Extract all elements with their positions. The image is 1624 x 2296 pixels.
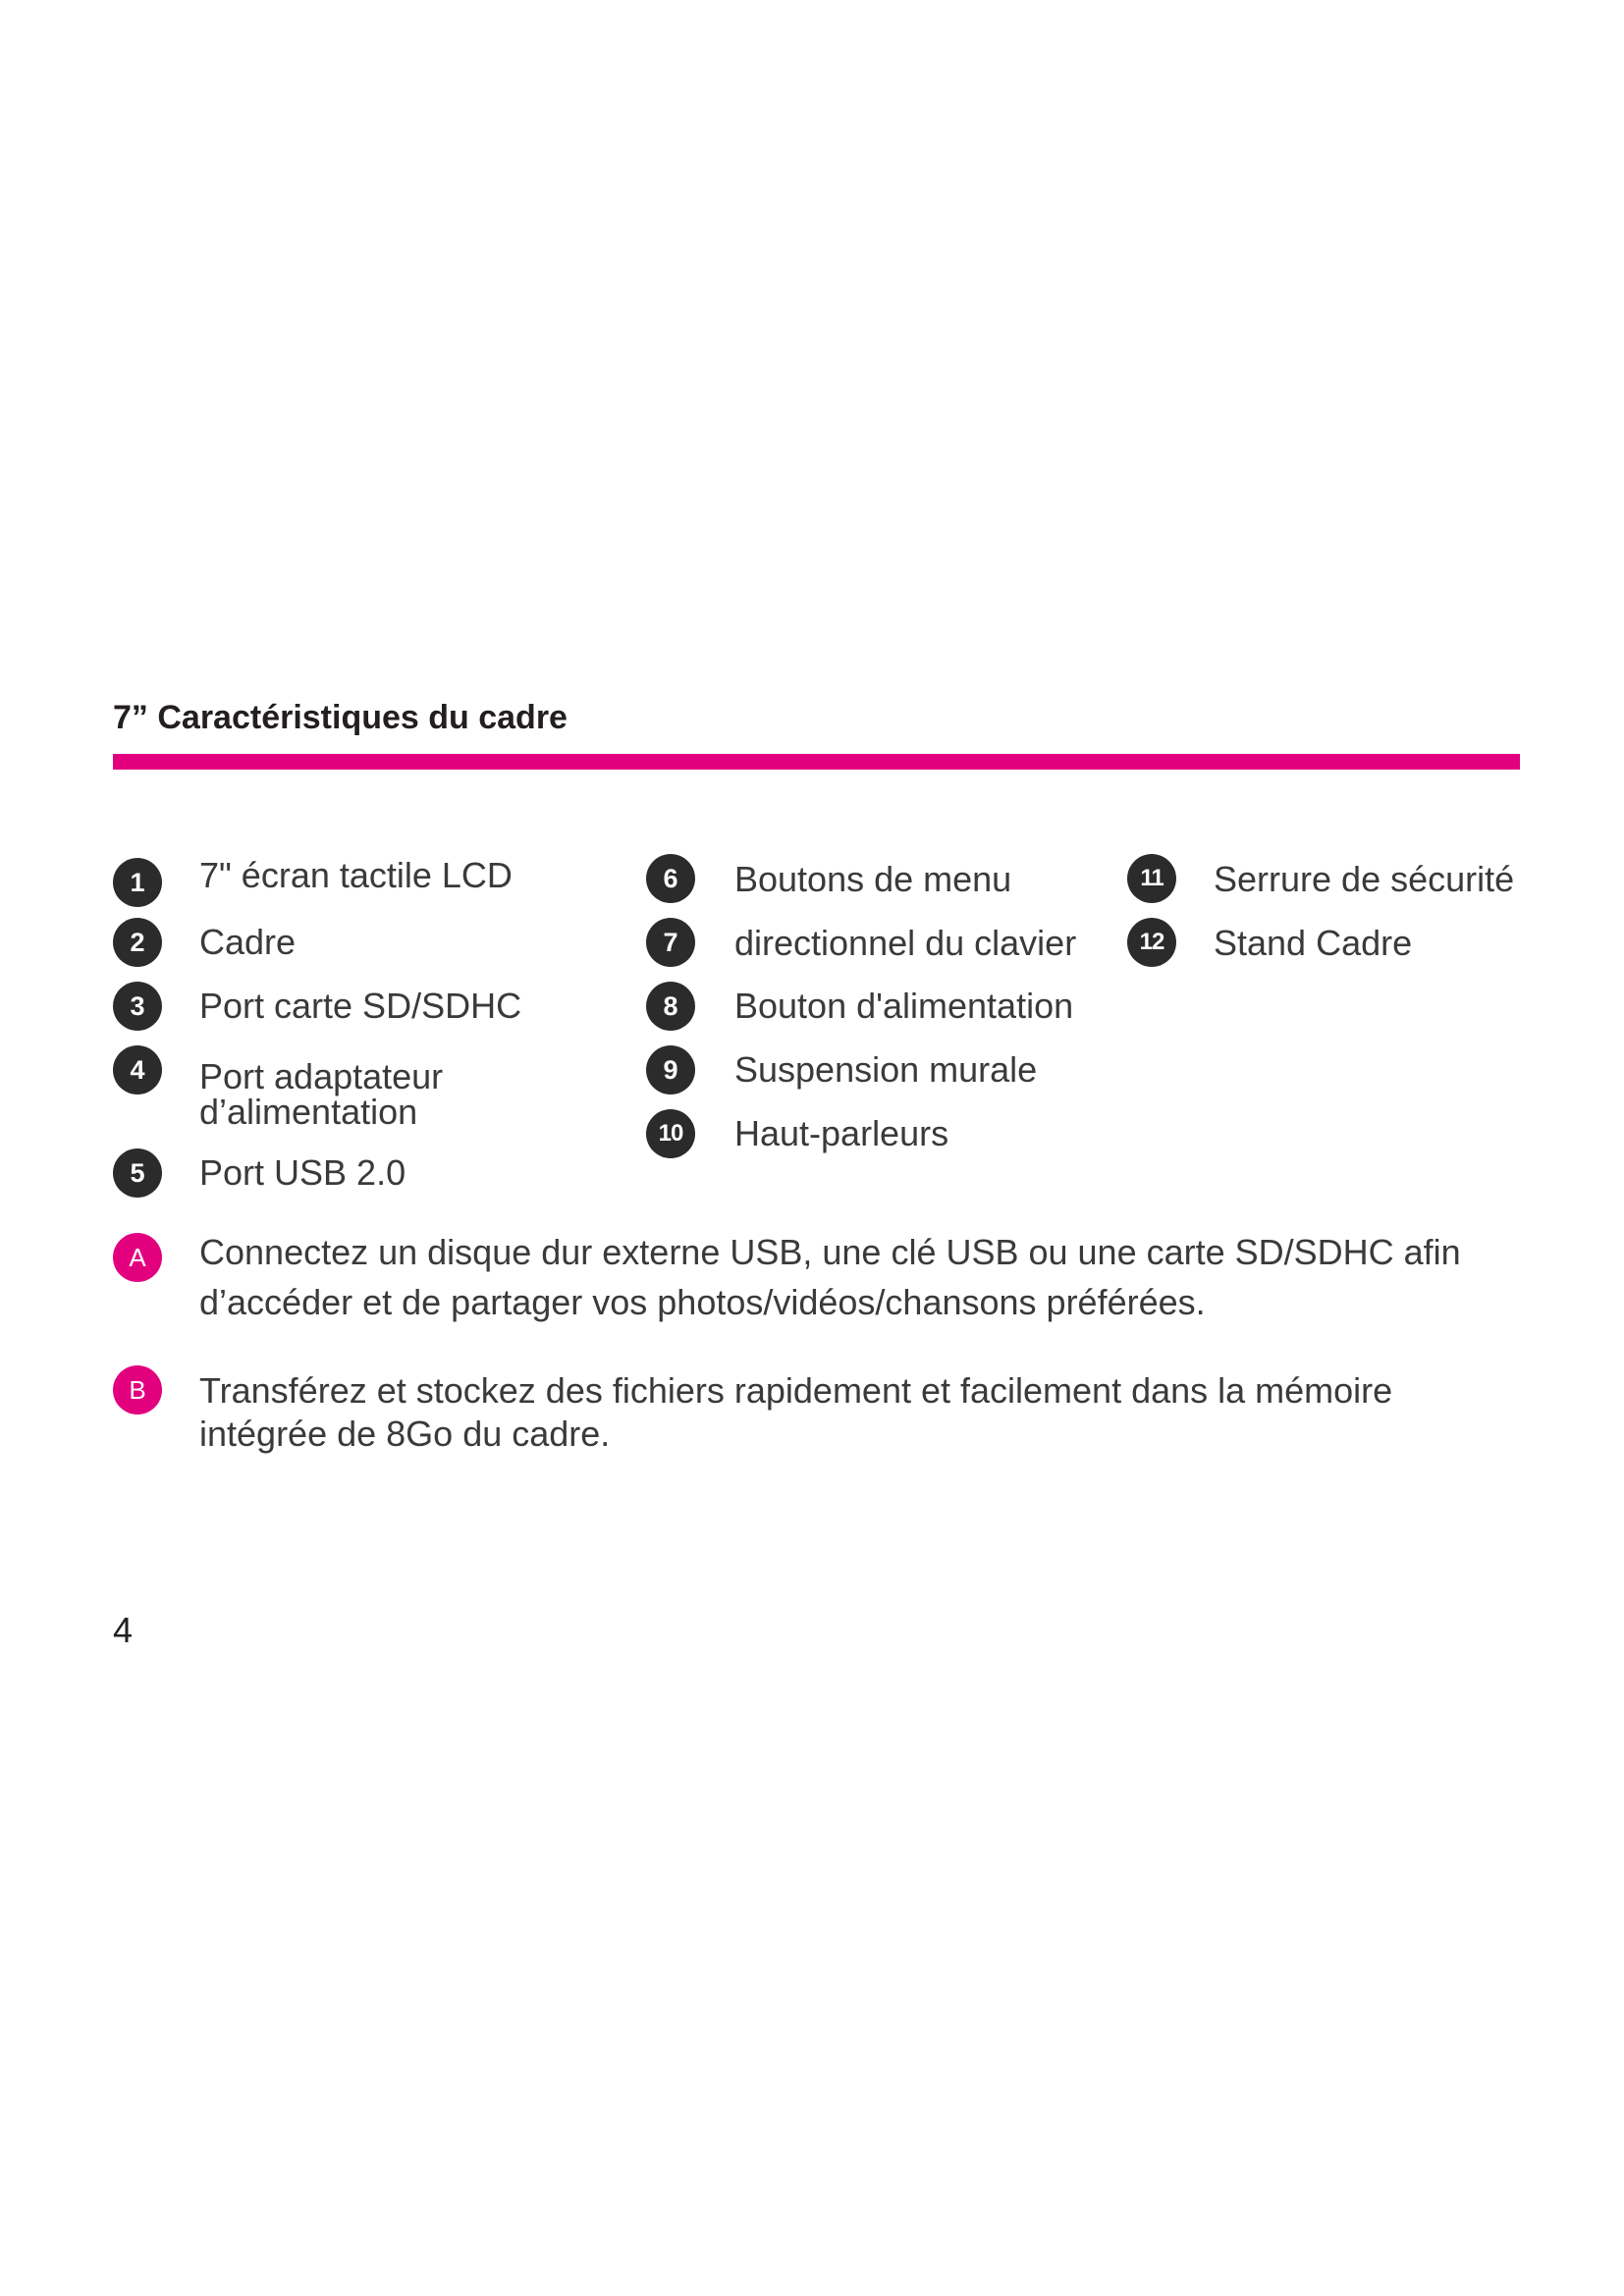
- feature-label-2: Cadre: [199, 922, 297, 962]
- number-badge-6: 6: [646, 854, 695, 903]
- number-badge-8: 8: [646, 982, 695, 1031]
- feature-label-5: Port USB 2.0: [199, 1152, 406, 1193]
- section-title: 7” Caractéristiques du cadre: [113, 699, 568, 736]
- note-b-line2: intégrée de 8Go du cadre.: [199, 1414, 611, 1454]
- feature-label-11: Serrure de sécurité: [1214, 859, 1515, 899]
- feature-label-9: Suspension murale: [734, 1049, 1038, 1090]
- note-a-line1: Connectez un disque dur externe USB, une clé USB ou une carte SD/SDHC afin: [199, 1232, 1461, 1272]
- number-badge-12: 12: [1127, 918, 1176, 967]
- number-badge-5: 5: [113, 1148, 162, 1198]
- page-number: 4: [113, 1610, 134, 1650]
- number-badge-7: 7: [646, 918, 695, 967]
- feature-label-4-line2: d’alimentation: [199, 1092, 418, 1132]
- feature-label-7: directionnel du clavier: [734, 923, 1077, 963]
- number-badge-2: 2: [113, 918, 162, 967]
- note-badge-b: B: [113, 1365, 162, 1415]
- number-badge-9: 9: [646, 1045, 695, 1095]
- number-badge-1: 1: [113, 858, 162, 907]
- feature-label-4-line1: Port adaptateur: [199, 1056, 444, 1096]
- feature-label-10: Haut-parleurs: [734, 1113, 949, 1153]
- number-badge-4: 4: [113, 1045, 162, 1095]
- number-badge-10: 10: [646, 1109, 695, 1158]
- note-a-line2: d’accéder et de partager vos photos/vidéos/chansons préférées.: [199, 1282, 1206, 1322]
- feature-label-6: Boutons de menu: [734, 859, 1012, 899]
- feature-label-12: Stand Cadre: [1214, 923, 1413, 963]
- number-badge-11: 11: [1127, 854, 1176, 903]
- feature-label-8: Bouton d'alimentation: [734, 986, 1074, 1026]
- number-badge-3: 3: [113, 982, 162, 1031]
- feature-label-1: 7" écran tactile LCD: [199, 855, 513, 895]
- note-badge-a: A: [113, 1233, 162, 1282]
- note-b-line1: Transférez et stockez des fichiers rapidement et facilement dans la mémoire: [199, 1370, 1393, 1411]
- accent-rule: [113, 754, 1520, 770]
- feature-label-3: Port carte SD/SDHC: [199, 986, 522, 1026]
